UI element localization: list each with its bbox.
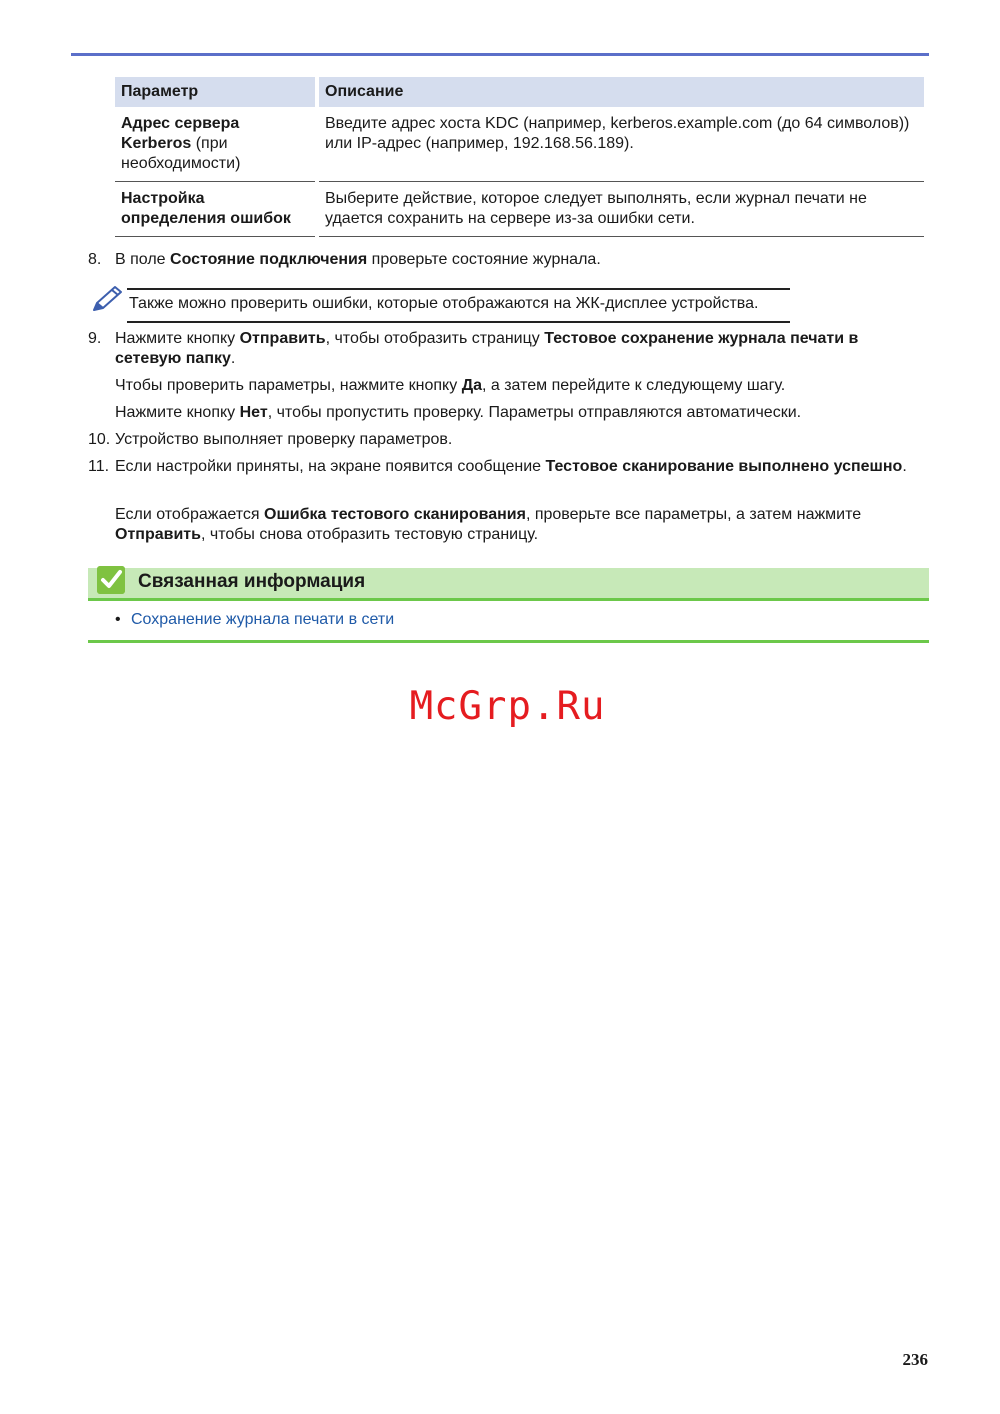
message-name: Ошибка тестового сканирования [264, 506, 526, 523]
text-run: . [230, 350, 236, 367]
text-run: , чтобы пропустить проверку. Параметры отправляются автоматически. [267, 404, 802, 421]
note-text: Также можно проверить ошибки, которые отображаются на ЖК-дисплее устройства. [129, 295, 759, 312]
table-row [115, 107, 924, 182]
param-name: Настройка определения ошибок [121, 190, 291, 227]
button-name: Нет [239, 404, 268, 421]
text-run: Если отображается [115, 506, 264, 523]
note-top-rule [127, 288, 790, 290]
step-10 [88, 430, 918, 450]
table-row [115, 182, 924, 237]
top-rule [71, 53, 929, 56]
step-11 [88, 457, 918, 477]
step-number: 11. [88, 458, 110, 475]
related-bottom-rule [88, 640, 929, 643]
text-run: , чтобы снова отобразить тестовую страницу. [200, 526, 539, 543]
step-9-paragraph-2 [115, 403, 915, 423]
step-text: Устройство выполняет проверку параметров. [115, 431, 453, 448]
page-name: Тестовое сохранение журнала печати в сетевую папку [115, 330, 859, 367]
step-11-paragraph [115, 505, 915, 545]
parameters-table [115, 77, 924, 237]
text-run: Если настройки приняты, на экране появится сообщение [115, 458, 546, 475]
text-run: , проверьте все параметры, а затем нажмите [525, 506, 862, 523]
text-run: Нажмите кнопку [115, 404, 240, 421]
watermark: McGrp.Ru [409, 684, 606, 729]
desc-cell: Введите адрес хоста KDC (например, kerberos.example.com (до 64 символов)) или IP-адрес (например, 192.168.56.189). [317, 107, 924, 182]
table-header-row [115, 77, 924, 107]
step-9-paragraph-1 [115, 376, 915, 396]
text-run: Чтобы проверить параметры, нажмите кнопку [115, 377, 462, 394]
param-name: Адрес сервера Kerberos [121, 115, 240, 152]
text-run: проверьте состояние журнала. [367, 251, 601, 268]
related-info-header [88, 568, 929, 601]
desc-cell: Выберите действие, которое следует выполнять, если журнал печати не удается сохранить на сервере из-за ошибки сети. [317, 182, 924, 237]
field-name: Состояние подключения [170, 251, 368, 268]
related-list-item [115, 610, 394, 630]
step-text [115, 329, 918, 369]
note-bottom-rule [127, 321, 790, 323]
header-parameter: Параметр [115, 77, 317, 107]
note-box [90, 284, 790, 324]
header-description: Описание [317, 77, 924, 107]
text-run: , а затем перейдите к следующему шагу. [481, 377, 786, 394]
related-info-title: Связанная информация [138, 571, 366, 592]
text-run: . [902, 458, 907, 475]
param-cell [115, 107, 317, 182]
button-name: Да [461, 377, 482, 394]
step-9 [88, 329, 918, 369]
step-number: 9. [88, 330, 102, 347]
bullet: • [115, 611, 121, 628]
param-note: (при необходимости) [121, 135, 241, 172]
step-number: 8. [88, 251, 102, 268]
button-name: Отправить [115, 526, 201, 543]
step-number: 10. [88, 431, 111, 448]
related-link[interactable]: Сохранение журнала печати в сети [131, 611, 395, 628]
checkmark-icon [97, 566, 125, 594]
message-name: Тестовое сканирование выполнено успешно [545, 458, 903, 475]
step-8 [88, 250, 918, 270]
text-run: Нажмите кнопку [115, 330, 240, 347]
text-run: , чтобы отобразить страницу [325, 330, 545, 347]
page-number: 236 [902, 1350, 928, 1369]
text-run: В поле [115, 251, 171, 268]
param-cell [115, 182, 317, 237]
step-text [115, 250, 918, 270]
pencil-icon [90, 284, 124, 314]
step-text [115, 457, 918, 477]
button-name: Отправить [239, 330, 326, 347]
